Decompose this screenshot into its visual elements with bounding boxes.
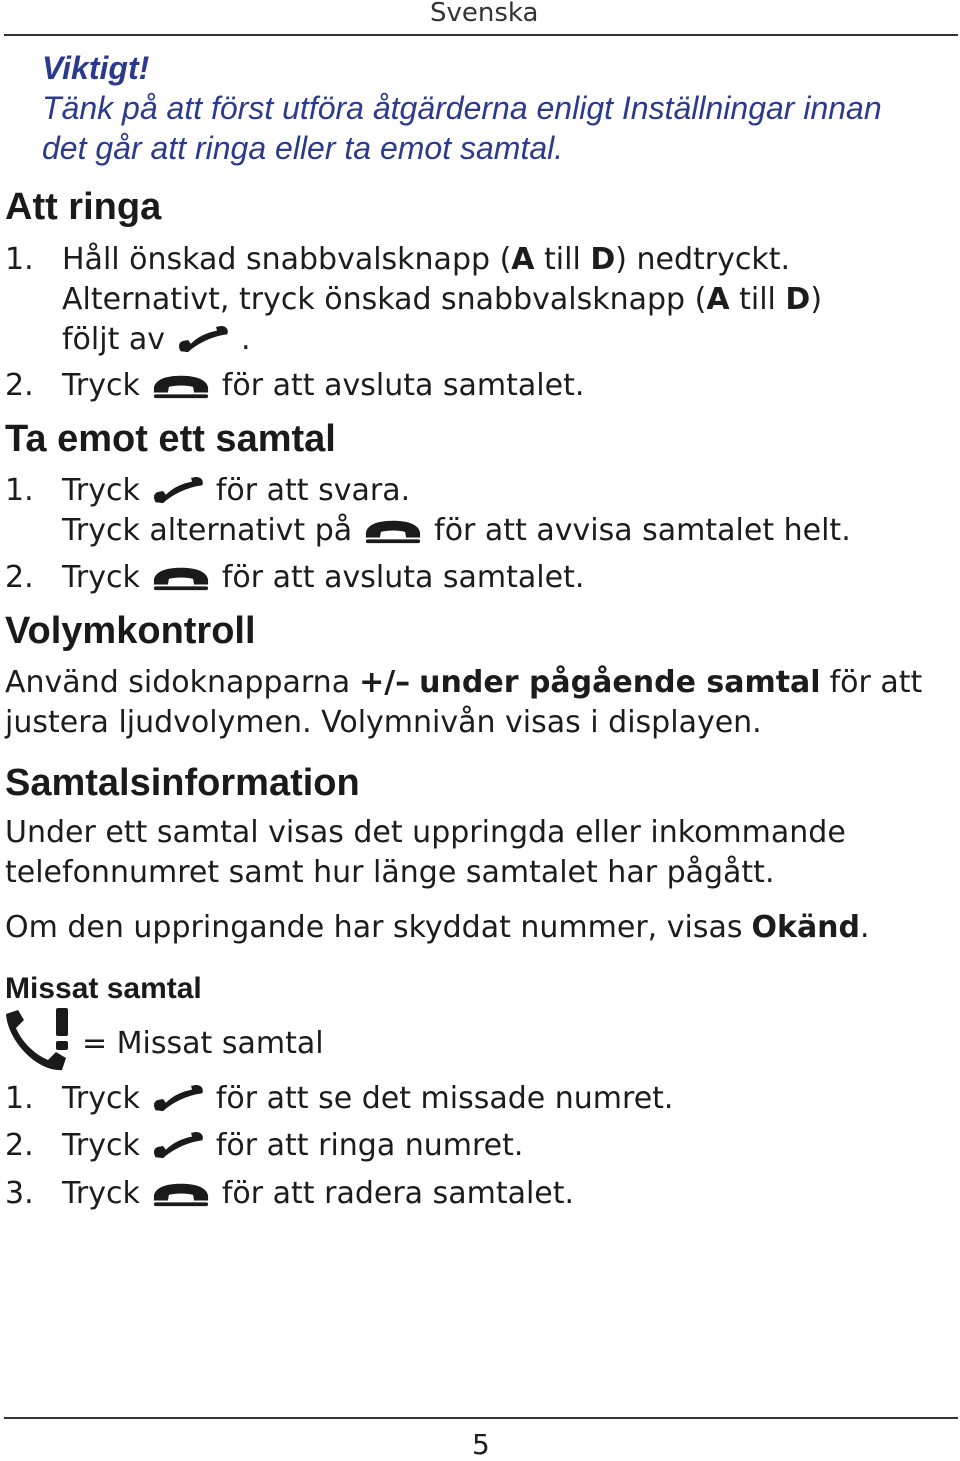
step-text: ) nedtryckt. [615, 242, 791, 277]
step-number: 1. [5, 242, 34, 277]
make-call-step-1-alt [62, 282, 822, 317]
note-line-1 [42, 90, 882, 127]
step-number: 2. [5, 1128, 34, 1163]
make-call-step-1-followed [62, 322, 251, 357]
step-text: till [534, 242, 591, 277]
step-text: för att svara. [215, 473, 411, 508]
phone-end-icon [362, 517, 424, 545]
key-a-label: A [706, 282, 730, 317]
step-text: för att avsluta samtalet. [221, 560, 585, 595]
step-text: för att se det missade numret. [215, 1081, 674, 1116]
settings-link[interactable]: Inställningar [621, 90, 795, 126]
step-text: . [241, 322, 251, 357]
step-number: 2. [5, 368, 34, 403]
missed-step-2 [62, 1128, 523, 1163]
step-text: ) [810, 282, 823, 317]
receive-call-step-1-reject [62, 513, 851, 548]
heading-volume: Volymkontroll [5, 610, 256, 652]
phone-call-icon [150, 477, 206, 505]
step-text: Tryck [62, 368, 140, 403]
step-text: följt av [62, 322, 166, 357]
make-call-step-2 [62, 368, 584, 403]
call-info-line-1: Under ett samtal visas det uppringda eller inkommande [5, 815, 846, 850]
call-info-line-3 [5, 910, 870, 945]
missed-step-3 [62, 1176, 574, 1211]
step-text: till [729, 282, 786, 317]
step-text: Tryck [62, 560, 140, 595]
volume-line-1 [5, 665, 922, 700]
volume-text: Använd sidoknapparna [5, 665, 351, 700]
volume-line-2: justera ljudvolymen. Volymnivån visas i displayen. [5, 705, 762, 740]
phone-end-icon [150, 564, 212, 592]
step-text: för att radera samtalet. [221, 1176, 575, 1211]
note-text: Tänk på att först utföra åtgärderna enligt [42, 90, 613, 126]
step-number: 1. [5, 473, 34, 508]
phone-call-icon [150, 1132, 206, 1160]
volume-text: för att [829, 665, 923, 700]
header-rule [4, 34, 958, 36]
call-info-text: . [860, 910, 870, 945]
page-number: 5 [472, 1428, 490, 1461]
heading-missed: Missat samtal [5, 972, 202, 1005]
phone-call-icon [175, 326, 231, 354]
receive-call-step-2 [62, 560, 584, 595]
unknown-label: Okänd [751, 910, 861, 945]
make-call-step-1 [62, 242, 790, 277]
step-text: Tryck [62, 1128, 140, 1163]
step-text: för att avvisa samtalet helt. [434, 513, 851, 548]
footer-rule [4, 1417, 958, 1419]
missed-call-icon [4, 1006, 78, 1080]
missed-legend: = Missat samtal [82, 1026, 324, 1061]
heading-make-call: Att ringa [5, 186, 162, 228]
phone-end-icon [150, 372, 212, 400]
note-title: Viktigt! [42, 50, 150, 86]
step-number: 1. [5, 1081, 34, 1116]
heading-call-info: Samtalsinformation [5, 762, 360, 804]
phone-end-icon [150, 1180, 212, 1208]
missed-step-1 [62, 1081, 673, 1116]
receive-call-step-1 [62, 473, 410, 508]
heading-receive-call: Ta emot ett samtal [5, 418, 336, 460]
step-text: för att ringa numret. [215, 1128, 524, 1163]
step-text: Tryck [62, 1176, 140, 1211]
step-text: Tryck [62, 1081, 140, 1116]
volume-bold-text: under pågående samtal [419, 665, 821, 700]
step-text: Tryck [62, 473, 140, 508]
step-text: Håll önskad snabbvalsknapp ( [62, 242, 512, 277]
key-d-label: D [590, 242, 616, 277]
step-text: för att avsluta samtalet. [221, 368, 585, 403]
phone-call-icon [150, 1085, 206, 1113]
language-label: Svenska [430, 0, 539, 28]
step-text: Alternativt, tryck önskad snabbvalsknapp ( [62, 282, 707, 317]
call-info-line-2: telefonnumret samt hur länge samtalet har pågått. [5, 855, 775, 890]
note-text: innan [803, 90, 882, 126]
volume-keys: +/– [359, 665, 411, 700]
step-number: 3. [5, 1176, 34, 1211]
key-d-label: D [785, 282, 811, 317]
key-a-label: A [511, 242, 535, 277]
step-text: Tryck alternativt på [62, 513, 353, 548]
step-number: 2. [5, 560, 34, 595]
note-line-2: det går att ringa eller ta emot samtal. [42, 130, 564, 166]
call-info-text: Om den uppringande har skyddat nummer, visas [5, 910, 743, 945]
